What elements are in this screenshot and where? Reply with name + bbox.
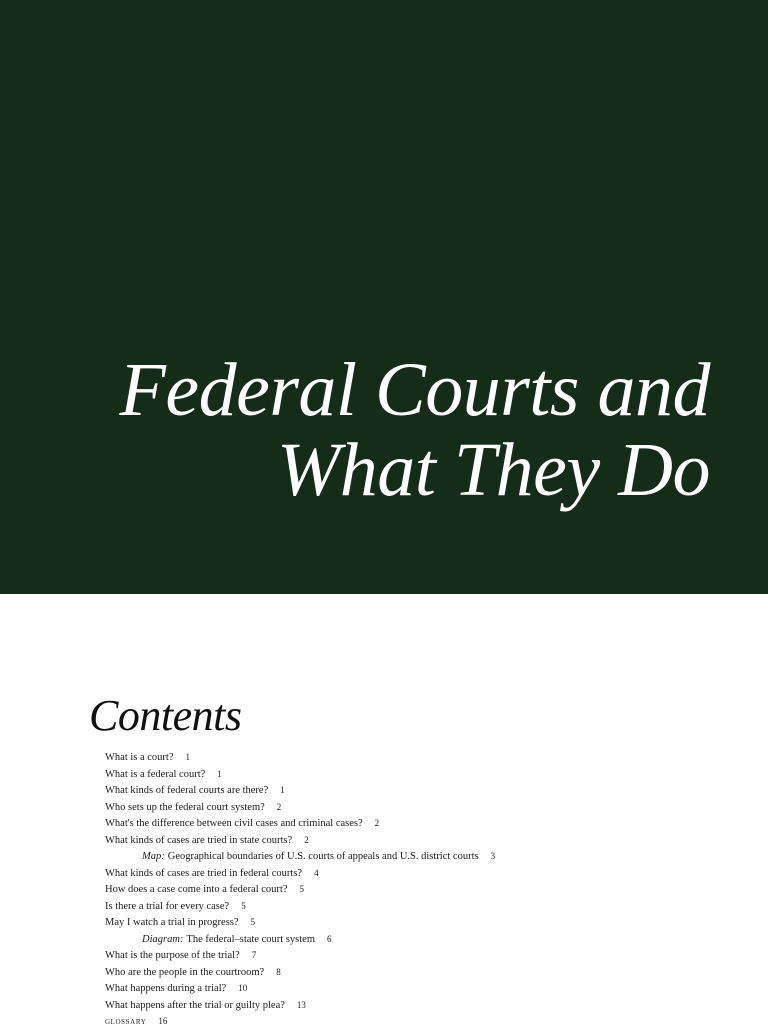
toc-entry-title: The federal–state court system (186, 933, 315, 945)
toc-entry-page: 2 (276, 801, 282, 812)
toc-entry-page: 7 (251, 950, 257, 960)
toc-entry-page: 3 (490, 851, 496, 861)
toc-entry-page: 10 (238, 983, 248, 993)
toc-entry-page: 13 (296, 999, 306, 1010)
toc-entry-title: What's the difference between civil cases and criminal cases? (105, 818, 363, 829)
toc-entry-page: 1 (280, 785, 285, 795)
toc-entry[interactable] (105, 997, 495, 1014)
table-of-contents (105, 749, 495, 1030)
cover-title-line-1: Federal Courts and (119, 348, 710, 432)
cover-title-line-2: What They Do (276, 428, 710, 512)
toc-entry-title: glossary (105, 1016, 147, 1027)
toc-entry-diagram[interactable] (105, 931, 495, 948)
toc-entry[interactable] (105, 947, 495, 964)
toc-entry[interactable] (105, 914, 495, 931)
toc-entry[interactable] (105, 766, 495, 783)
toc-entry-glossary[interactable] (105, 1013, 495, 1030)
toc-entry-page: 16 (158, 1016, 168, 1026)
toc-entry-page: 1 (185, 752, 191, 762)
toc-entry-title: Who are the people in the courtroom? (105, 966, 265, 978)
toc-entry-page: 5 (250, 917, 256, 927)
toc-entry-page: 6 (327, 933, 332, 944)
toc-entry-page: 4 (314, 867, 319, 878)
toc-entry[interactable] (105, 799, 495, 816)
toc-entry-page: 2 (374, 818, 380, 828)
toc-entry[interactable] (105, 749, 495, 766)
toc-entry-page: 5 (241, 900, 246, 911)
toc-entry-page: 8 (276, 966, 281, 977)
toc-entry[interactable] (105, 898, 495, 915)
toc-entry-title: What kinds of federal courts are there? (105, 785, 269, 796)
toc-entry-title: What is a court? (105, 752, 174, 763)
toc-entry[interactable] (105, 782, 495, 799)
toc-entry-prefix: Map: (142, 851, 165, 862)
toc-entry[interactable] (105, 865, 495, 882)
toc-entry-prefix: Diagram: (142, 933, 184, 945)
toc-entry[interactable] (105, 964, 495, 981)
toc-entry-title: What kinds of cases are tried in federal courts? (105, 867, 303, 879)
toc-entry-page: 1 (217, 768, 222, 779)
toc-entry-title: What is a federal court? (105, 768, 206, 780)
toc-entry-title: What happens after the trial or guilty plea? (105, 999, 285, 1011)
toc-entry[interactable] (105, 832, 495, 849)
toc-entry-map[interactable] (105, 848, 495, 865)
toc-entry-title: What happens during a trial? (105, 983, 227, 994)
toc-entry-title: Is there a trial for every case? (105, 900, 230, 912)
toc-entry-title: May I watch a trial in progress? (105, 917, 239, 928)
toc-entry-page: 2 (304, 834, 309, 845)
toc-entry[interactable] (105, 881, 495, 898)
cover-title (119, 350, 710, 510)
contents-heading: Contents (89, 691, 242, 740)
toc-entry-title: How does a case come into a federal court? (105, 884, 288, 895)
toc-entry[interactable] (105, 980, 495, 997)
toc-entry[interactable] (105, 815, 495, 832)
toc-entry-page: 5 (299, 884, 304, 894)
toc-entry-title: What is the purpose of the trial? (105, 950, 240, 961)
toc-entry-title: Geographical boundaries of U.S. courts of appeals and U.S. district courts (167, 851, 479, 862)
toc-entry-title: Who sets up the federal court system? (105, 801, 265, 813)
toc-entry-title: What kinds of cases are tried in state courts? (105, 834, 293, 846)
